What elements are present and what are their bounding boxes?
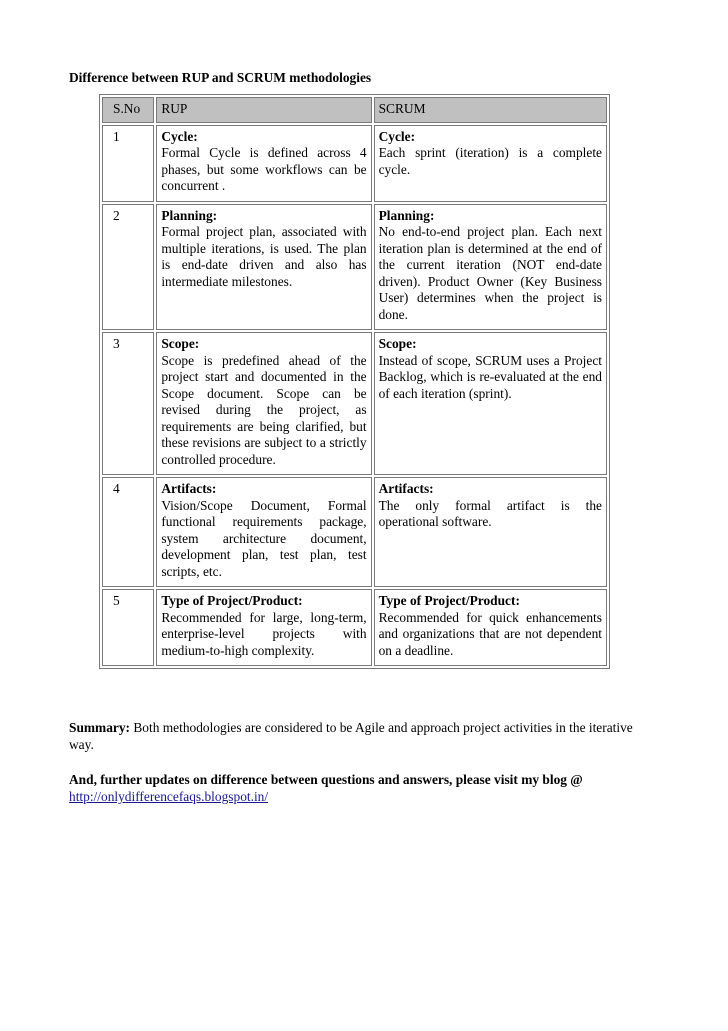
row-sno: [102, 477, 154, 587]
row-sno: [102, 204, 154, 331]
scrum-text: Instead of scope, SCRUM uses a Project Backlog, which is re-evaluated at the end of each iteration (sprint).: [378, 352, 602, 401]
rup-text: Vision/Scope Document, Formal functional requirements package, system architecture document, development plan, test plan, test scripts, etc.: [161, 497, 367, 579]
table-row: [102, 477, 607, 587]
table-row: [102, 125, 607, 202]
scrum-label: Cycle:: [378, 128, 416, 144]
scrum-cell: [374, 204, 607, 331]
scrum-text: Each sprint (iteration) is a complete cycle.: [378, 145, 602, 177]
scrum-label: Artifacts:: [378, 481, 434, 496]
page-title: Difference between RUP and SCRUM methodologies: [69, 70, 372, 85]
scrum-text: Recommended for quick enhancements and organizations that are not dependent on a deadline.: [378, 609, 602, 658]
row-sno: [102, 589, 154, 666]
sno-value: 5: [113, 593, 120, 608]
updates-text: And, further updates on difference between questions and answers, please visit my blog @: [69, 772, 583, 787]
rup-label: Type of Project/Product:: [161, 593, 303, 608]
row-sno: [102, 125, 154, 202]
table-header-row: [102, 97, 607, 123]
rup-cell: [156, 125, 371, 202]
scrum-cell: [374, 589, 607, 666]
table-row: [102, 589, 607, 666]
rup-label: Artifacts:: [161, 481, 217, 496]
sno-value: 1: [113, 128, 120, 144]
updates-paragraph: [69, 771, 639, 805]
header-sno: S.No: [102, 97, 154, 123]
table-row: [102, 332, 607, 475]
header-rup: RUP: [156, 97, 371, 123]
scrum-text: The only formal artifact is the operational software.: [378, 497, 602, 529]
sno-value: 4: [113, 481, 120, 496]
row-sno: [102, 332, 154, 475]
scrum-cell: [374, 125, 607, 202]
summary-paragraph: [69, 719, 639, 753]
sno-value: 3: [113, 336, 120, 351]
comparison-table: [99, 94, 610, 669]
scrum-cell: [374, 477, 607, 587]
rup-text: Recommended for large, long-term, enterprise-level projects with medium-to-high complexity.: [161, 609, 367, 658]
summary-label: Summary:: [69, 720, 130, 735]
scrum-label: Type of Project/Product:: [378, 593, 520, 608]
scrum-label: Planning:: [378, 207, 435, 223]
scrum-text: No end-to-end project plan. Each next iteration plan is determined at the end of the current iteration (NOT end-date driven). Product Owner (Key Business User) determines when the project is done.: [378, 224, 602, 322]
scrum-label: Scope:: [378, 336, 417, 351]
rup-cell: [156, 204, 371, 331]
header-scrum: SCRUM: [374, 97, 607, 123]
rup-text: Scope is predefined ahead of the project start and documented in the Scope document. Scope can be revised during the project, as requirements are being clarified, but these revisions are subject to a strictly controlled procedure.: [161, 352, 367, 467]
rup-cell: [156, 477, 371, 587]
sno-value: 2: [113, 207, 120, 223]
rup-label: Cycle:: [161, 128, 198, 144]
table-row: [102, 204, 607, 331]
rup-cell: [156, 589, 371, 666]
summary-text: Both methodologies are considered to be Agile and approach project activities in the iterative way.: [69, 720, 633, 752]
blog-link[interactable]: http://onlydifferencefaqs.blogspot.in/: [69, 789, 269, 804]
rup-cell: [156, 332, 371, 475]
scrum-cell: [374, 332, 607, 475]
rup-text: Formal Cycle is defined across 4 phases, but some workflows can be concurrent .: [161, 145, 367, 193]
rup-text: Formal project plan, associated with multiple iterations, is used. The plan is end-date driven and also has intermediate milestones.: [161, 224, 367, 289]
rup-label: Planning:: [161, 207, 218, 223]
rup-label: Scope:: [161, 336, 200, 351]
